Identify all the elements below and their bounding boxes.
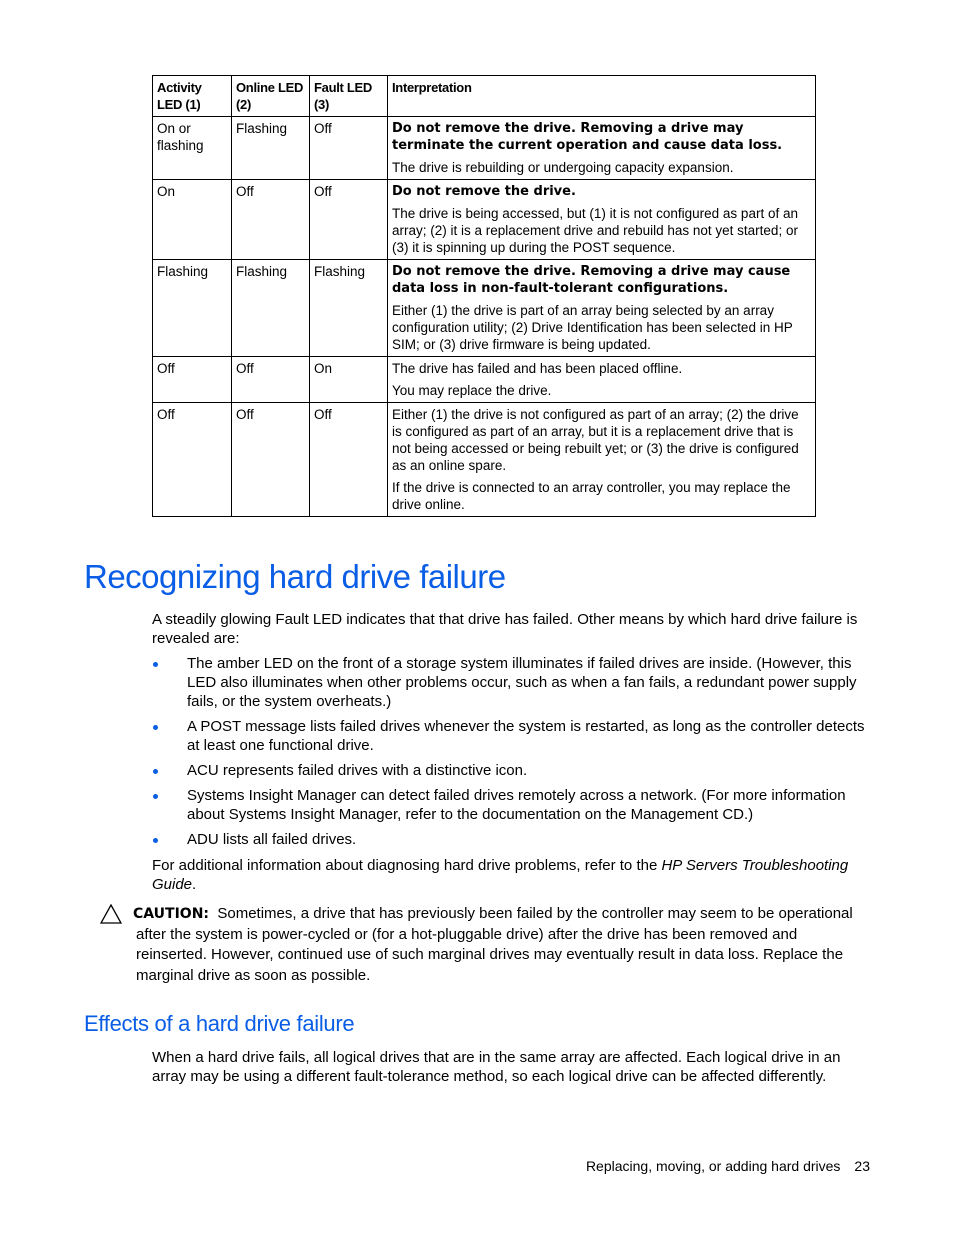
list-item-text: Systems Insight Manager can detect failed drives remotely across a network. (For more information about Systems Insight Manager, refer to the documentation on the Management CD.) <box>187 787 846 823</box>
additional-info-text: For additional information about diagnosing hard drive problems, refer to the <box>152 857 662 874</box>
online-led-cell: Flashing <box>232 117 310 180</box>
interpretation-cell <box>388 403 816 517</box>
fault-led-cell: Off <box>310 180 388 260</box>
failure-indicators-list <box>152 654 870 855</box>
activity-led-cell: Off <box>153 403 232 517</box>
list-item <box>152 761 870 780</box>
interpretation-text: The drive has failed and has been placed offline. <box>392 361 683 376</box>
bullet-dot-icon <box>153 725 158 730</box>
list-item <box>152 830 870 849</box>
activity-led-cell: On or flashing <box>153 117 232 180</box>
effects-paragraph: When a hard drive fails, all logical drives that are in the same array are affected. Each logical drive in an array may be using a different fault-tolerance method, so each logical drive can be affected differently. <box>152 1049 841 1085</box>
online-led-cell: Flashing <box>232 260 310 357</box>
list-item-text: ADU lists all failed drives. <box>187 831 357 848</box>
interpretation-cell <box>388 357 816 403</box>
page-footer <box>586 1158 870 1174</box>
activity-led-cell: Flashing <box>153 260 232 357</box>
interpretation-text: You may replace the drive. <box>392 383 552 398</box>
list-item <box>152 654 870 711</box>
table-header-row <box>153 76 816 117</box>
list-item <box>152 717 870 755</box>
header-activity-led: Activity LED (1) <box>153 76 232 117</box>
warning-triangle-icon <box>100 904 122 924</box>
table-row <box>153 403 816 517</box>
list-item-text: A POST message lists failed drives whenever the system is restarted, as long as the controller detects at least one functional drive. <box>187 718 865 754</box>
fault-led-cell: Off <box>310 117 388 180</box>
online-led-cell: Off <box>232 357 310 403</box>
activity-led-cell: On <box>153 180 232 260</box>
caution-label: CAUTION: <box>133 906 210 922</box>
table-row <box>153 357 816 403</box>
list-item-text: The amber LED on the front of a storage system illuminates if failed drives are inside. (However, this LED also illuminates when other problems occur, such as when a fan fails, a redundant power supply fails, or the system overheats.) <box>187 655 857 710</box>
fault-led-cell: Flashing <box>310 260 388 357</box>
interpretation-text: The drive is rebuilding or undergoing capacity expansion. <box>392 160 734 175</box>
interpretation-text: If the drive is connected to an array controller, you may replace the drive online. <box>392 480 791 512</box>
fault-led-cell: Off <box>310 403 388 517</box>
fault-led-cell: On <box>310 357 388 403</box>
header-online-led: Online LED (2) <box>232 76 310 117</box>
caution-text: Sometimes, a drive that has previously been failed by the controller may seem to be operational after the system is power-cycled or (for a hot-pluggable drive) after the drive has been removed and reinserted. However, continued use of such marginal drives may eventually result in data loss. Replace the marginal drive as soon as possible. <box>136 905 853 984</box>
activity-led-cell: Off <box>153 357 232 403</box>
interpretation-cell <box>388 117 816 180</box>
interpretation-warning: Do not remove the drive. Removing a drive may terminate the current operation and cause data loss. <box>392 121 783 153</box>
bullet-dot-icon <box>153 662 158 667</box>
bullet-dot-icon <box>153 769 158 774</box>
header-interpretation: Interpretation <box>388 76 816 117</box>
troubleshooting-guide-reference: HP Servers Troubleshooting Guide <box>152 857 849 893</box>
list-item-text: ACU represents failed drives with a distinctive icon. <box>187 762 528 779</box>
bullet-dot-icon <box>153 794 158 799</box>
header-fault-led: Fault LED (3) <box>310 76 388 117</box>
caution-note <box>100 904 870 986</box>
additional-info-paragraph <box>152 856 870 894</box>
interpretation-text: Either (1) the drive is not configured as part of an array; (2) the drive is configured as part of an array, but it is a replacement drive that is not being accessed or being rebuilt yet; or (3) the drive is configured as an online spare. <box>392 407 799 473</box>
footer-section-title: Replacing, moving, or adding hard drives <box>585 1158 841 1174</box>
interpretation-warning: Do not remove the drive. <box>392 184 576 199</box>
table-row <box>153 117 816 180</box>
intro-paragraph: A steadily glowing Fault LED indicates that that drive has failed. Other means by which hard drive failure is revealed are: <box>152 611 858 647</box>
interpretation-cell <box>388 260 816 357</box>
interpretation-warning: Do not remove the drive. Removing a drive may cause data loss in non-fault-tolerant configurations. <box>392 264 791 296</box>
list-item <box>152 786 870 824</box>
page-number: 23 <box>854 1158 870 1174</box>
interpretation-cell <box>388 180 816 260</box>
led-status-table <box>152 75 816 517</box>
interpretation-text: Either (1) the drive is part of an array being selected by an array configuration utility; (2) Drive Identification has been selected in HP SIM; or (3) drive firmware is being updated. <box>392 303 793 352</box>
interpretation-text: The drive is being accessed, but (1) it is not configured as part of an array; (2) it is a replacement drive and rebuild has not yet started; or (3) it is spinning up during the POST sequence. <box>392 206 798 255</box>
online-led-cell: Off <box>232 180 310 260</box>
caution-body <box>100 904 870 986</box>
online-led-cell: Off <box>232 403 310 517</box>
bullet-dot-icon <box>153 838 158 843</box>
additional-info-suffix: . <box>192 876 197 893</box>
table-row <box>153 180 816 260</box>
table-row <box>153 260 816 357</box>
section-title-recognizing-failure: Recognizing hard drive failure <box>84 558 506 595</box>
section-title-effects-of-failure: Effects of a hard drive failure <box>84 1011 355 1036</box>
